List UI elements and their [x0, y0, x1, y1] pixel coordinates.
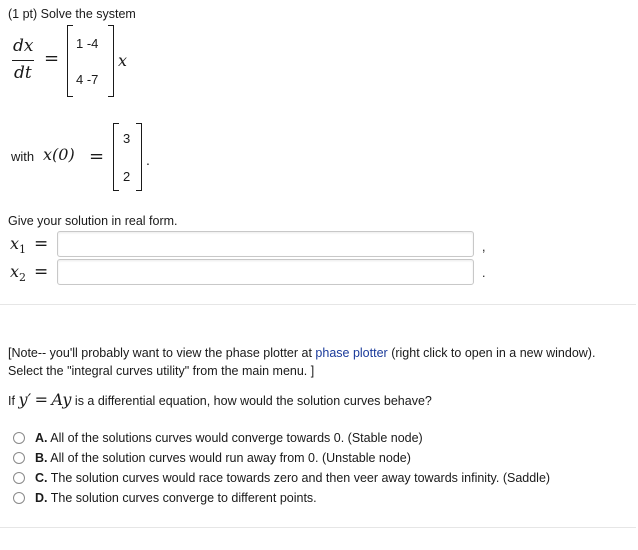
equals-sign-2: = [89, 146, 105, 167]
x0-expression [43, 145, 75, 164]
equals-sign: = [44, 48, 60, 69]
question-text: If y′ = Ay is a differential equation, how would the solution curves behave? [8, 390, 432, 409]
problem-header: (1 pt) Solve the system [8, 7, 136, 21]
option-c: C. The solution curves would race towards zero and then veer away towards infinity. (Saddle) [35, 471, 551, 485]
init-right-bracket [136, 123, 142, 191]
x1-equals: = [34, 234, 49, 254]
option-d-radio[interactable] [13, 492, 25, 504]
option-d: D. The solution curves converge to different points. [35, 491, 317, 505]
option-c-radio[interactable] [13, 472, 25, 484]
x2-equals: = [34, 262, 49, 282]
divider-1 [0, 304, 636, 305]
option-b: B. All of the solution curves would run away from 0. (Unstable node) [35, 451, 411, 465]
matrix-left-bracket [67, 25, 73, 97]
x0-text: x(0) [43, 145, 75, 164]
dx-numerator: dx [13, 36, 34, 56]
matrix-row-1: 1 -4 [76, 36, 99, 51]
x1-label: $x_1$ [10, 234, 27, 257]
vector-x: x [118, 51, 128, 70]
x2-answer-input[interactable] [57, 259, 474, 285]
x2-label: $x_2$ [10, 262, 27, 285]
option-a: A. All of the solutions curves would converge towards 0. (Stable node) [35, 431, 423, 445]
matrix-right-bracket [108, 25, 114, 97]
divider-2 [0, 527, 636, 528]
note-line-2: Select the "integral curves utility" from the main menu. ] [8, 364, 315, 378]
x1-answer-input[interactable] [57, 231, 474, 257]
matrix-row-2: 4 -7 [76, 72, 99, 87]
dt-denominator: dt [14, 63, 32, 83]
x2-period: . [482, 266, 486, 280]
init-value-bottom: 2 [123, 169, 131, 184]
x1-comma: , [482, 240, 486, 254]
period-mark: . [146, 152, 150, 168]
fraction-bar [12, 60, 34, 61]
option-a-radio[interactable] [13, 432, 25, 444]
init-value-top: 3 [123, 131, 131, 146]
init-left-bracket [113, 123, 119, 191]
instruction-text: Give your solution in real form. [8, 214, 178, 228]
with-label: with [11, 149, 35, 164]
option-b-radio[interactable] [13, 452, 25, 464]
note-line-1: [Note-- you'll probably want to view the phase plotter at phase plotter (right click to open in a new window). [8, 346, 596, 360]
phase-plotter-link[interactable]: phase plotter [315, 346, 388, 360]
